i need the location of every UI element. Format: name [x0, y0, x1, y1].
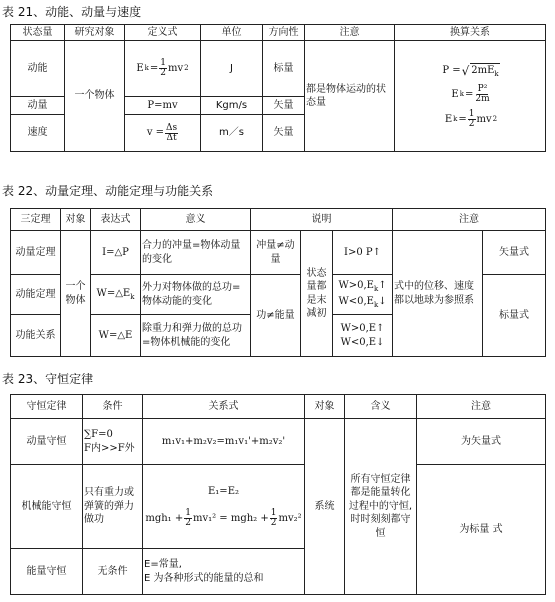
- direction-cell: 矢量: [263, 97, 305, 115]
- meaning-cell: 外力对物体做的总功=物体动能的变化: [141, 275, 251, 315]
- table23: [10, 394, 546, 595]
- research-object: 一个物体: [65, 41, 125, 152]
- relation-cell: E=常量, E 为各种形式的能量的总和: [143, 549, 305, 595]
- table21-caption: 表 21、动能、动量与速度: [2, 5, 142, 19]
- header-cell: 三定理: [11, 209, 61, 231]
- table23-caption: 表 23、守恒定律: [2, 372, 94, 386]
- conversion-cell: P = √ $2mE_k$ E k = $\frac{\text{P²}}{2m}$ E k = $\frac{1}{2}$ mv 2: [395, 41, 546, 152]
- unit-cell: Kgm/s: [201, 97, 263, 115]
- header-cell: 含义: [345, 395, 417, 419]
- meaning-cell: 合力的冲量=物体动量的变化: [141, 231, 251, 275]
- header-cell: 定义式: [125, 25, 201, 41]
- header-cell: 方向性: [263, 25, 305, 41]
- unit-cell: J: [201, 41, 263, 97]
- condition-cell: 只有重力或弹簧的弹力做功: [83, 465, 143, 549]
- note-cell: 为矢量式: [417, 419, 546, 465]
- description-cell: 功≠能量: [251, 275, 301, 357]
- header-cell: 条件: [83, 395, 143, 419]
- unit-cell: m／s: [201, 115, 263, 152]
- direction-cell: 标量: [263, 41, 305, 97]
- note-cell: 都是物体运动的状态量: [305, 41, 395, 152]
- object-cell: 一个物体: [61, 231, 91, 357]
- header-cell: 研究对象: [65, 25, 125, 41]
- relation-cell: E₁=E₂ mgh₁ + $\frac{1}{2}$ mv₁² = mgh₂ + $\frac{1}{2}$ mv₂²: [143, 465, 305, 549]
- row-name: 动量: [11, 97, 65, 115]
- description-cell: 冲量≠动量: [251, 231, 301, 275]
- table22: [10, 208, 546, 357]
- header-cell: 意义: [141, 209, 251, 231]
- header-cell: 对象: [61, 209, 91, 231]
- note-cell: 矢量式: [483, 231, 546, 275]
- meaning-cell: 除重力和弹力做的总功=物体机械能的变化: [141, 315, 251, 357]
- header-cell: 对象: [305, 395, 345, 419]
- row-name: 动量定理: [11, 231, 61, 275]
- expression-cell: $W=\triangle E_k$: [91, 275, 141, 315]
- definition-formula: E k = $\frac{1}{2}$ mv 2: [125, 41, 201, 97]
- meaning-cell: 所有守恒定律都是能量转化过程中的守恒,时时刻刻都守恒: [345, 419, 417, 595]
- direction-cell: 矢量: [263, 115, 305, 152]
- header-cell: 守恒定律: [11, 395, 83, 419]
- row-name: 动能: [11, 41, 65, 97]
- condition-cell: W>0,E↑ W<0,E↓: [333, 315, 393, 357]
- row-name: 功能关系: [11, 315, 61, 357]
- condition-cell: 无条件: [83, 549, 143, 595]
- object-cell: 系统: [305, 419, 345, 595]
- note-cell: 标量式: [483, 275, 546, 357]
- header-cell: 注意: [393, 209, 546, 231]
- header-cell: 单位: [201, 25, 263, 41]
- relation-cell: m₁v₁+m₂v₂=m₁v₁'+m₂v₂': [143, 419, 305, 465]
- row-name: 动量守恒: [11, 419, 83, 465]
- shared-note-cell: 式中的位移、速度都以地球为参照系: [393, 231, 483, 357]
- header-cell: 状态量: [11, 25, 65, 41]
- row-name: 能量守恒: [11, 549, 83, 595]
- header-cell: 说明: [251, 209, 393, 231]
- row-name: 动能定理: [11, 275, 61, 315]
- definition-formula: P=mv: [125, 97, 201, 115]
- condition-cell: I>0 P↑: [333, 231, 393, 275]
- condition-cell: ∑F=0 F内>>F外: [83, 419, 143, 465]
- header-cell: 关系式: [143, 395, 305, 419]
- definition-formula: v = $\frac{\Delta s}{\Delta t}$: [125, 115, 201, 152]
- state-cell: 状态量都是末减初: [301, 231, 333, 357]
- table22-caption: 表 22、动量定理、动能定理与功能关系: [2, 184, 214, 198]
- header-cell: 注意: [305, 25, 395, 41]
- header-cell: 表达式: [91, 209, 141, 231]
- table21: [10, 24, 546, 152]
- condition-cell: $W>0,E_k↑$ $W<0,E_k↓$: [333, 275, 393, 315]
- header-cell: 注意: [417, 395, 546, 419]
- note-cell: 为标量 式: [417, 465, 546, 595]
- header-cell: 换算关系: [395, 25, 546, 41]
- row-name: 速度: [11, 115, 65, 152]
- expression-cell: I=△P: [91, 231, 141, 275]
- expression-cell: W=△E: [91, 315, 141, 357]
- row-name: 机械能守恒: [11, 465, 83, 549]
